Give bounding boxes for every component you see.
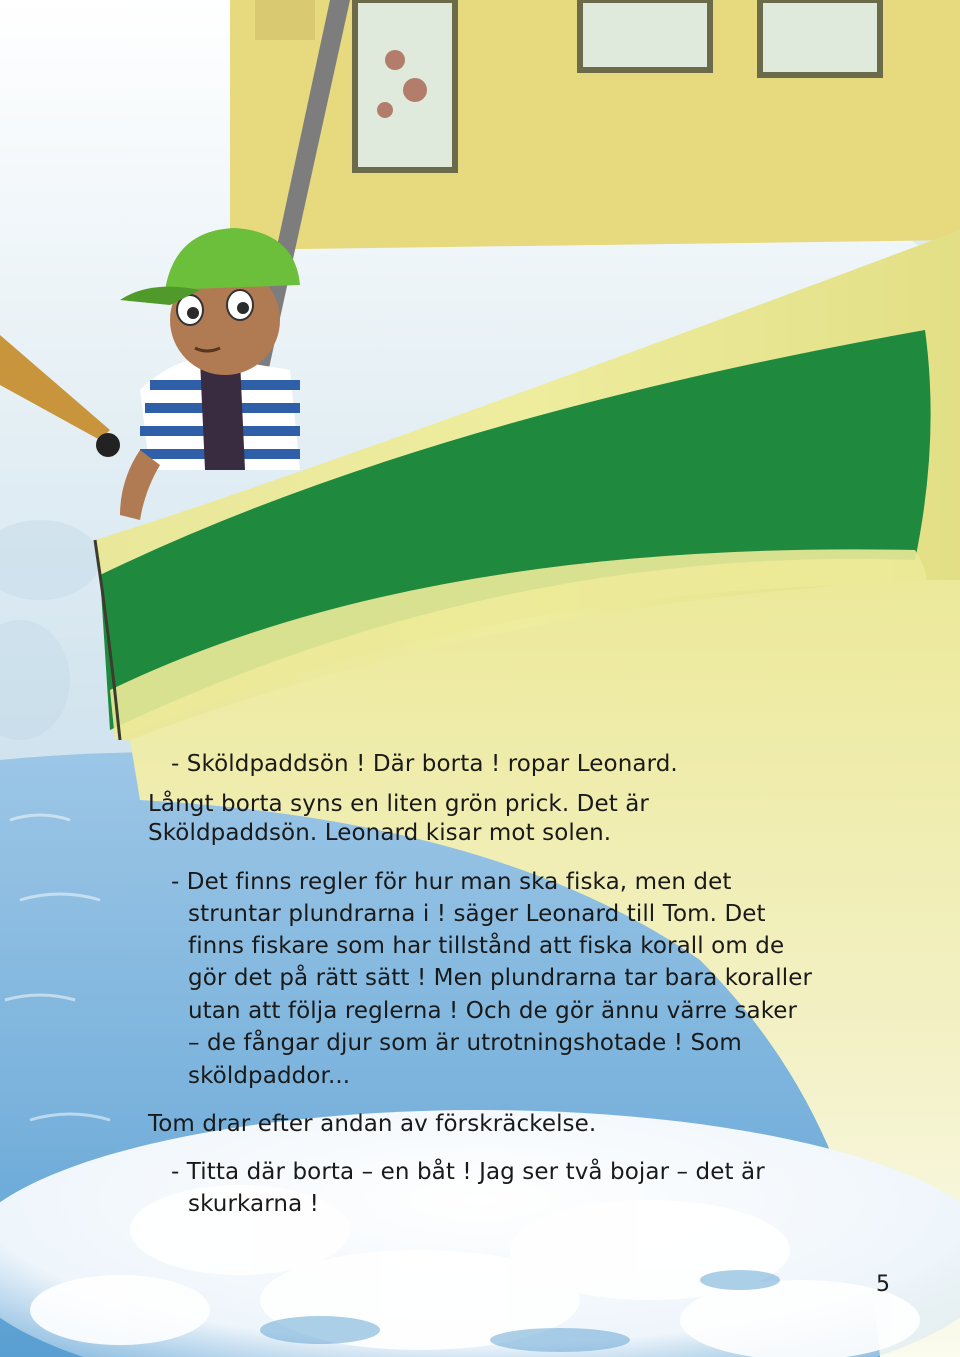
story-line: struntar plundrarna i ! säger Leonard till Tom. Det bbox=[188, 901, 766, 927]
story-line: finns fiskare som har tillstånd att fiska korall om de bbox=[188, 933, 785, 959]
story-line: Tom drar efter andan av förskräckelse. bbox=[148, 1111, 597, 1137]
story-line: - Titta där borta – en båt ! Jag ser två bojar – det är bbox=[171, 1159, 765, 1185]
story-line: gör det på rätt sätt ! Men plundrarna tar bara koraller bbox=[188, 965, 813, 991]
story-line: - Sköldpaddsön ! Där borta ! ropar Leonard. bbox=[171, 751, 678, 777]
story-line: – de fångar djur som är utrotningshotade ! Som bbox=[188, 1030, 742, 1056]
story-line: utan att följa reglerna ! Och de gör ännu värre saker bbox=[188, 998, 798, 1024]
story-line: Långt borta syns en liten grön prick. Det är bbox=[148, 791, 649, 817]
story-line: Sköldpaddsön. Leonard kisar mot solen. bbox=[148, 820, 612, 846]
story-line: sköldpaddor... bbox=[188, 1063, 351, 1089]
story-line: - Det finns regler för hur man ska fiska, men det bbox=[171, 869, 732, 895]
story-line: skurkarna ! bbox=[188, 1191, 319, 1217]
page-number: 5 bbox=[876, 1272, 890, 1297]
